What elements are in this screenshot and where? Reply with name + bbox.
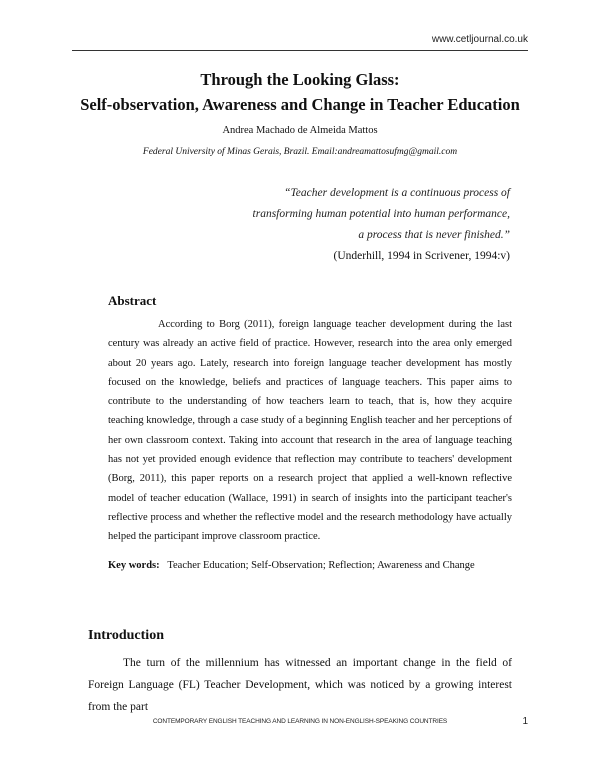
footer-journal-name: CONTEMPORARY ENGLISH TEACHING AND LEARNING IN NON-ENGLISH-SPEAKING COUNTRIES [152, 718, 448, 725]
epigraph-citation: (Underhill, 1994 in Scrivener, 1994:v) [333, 250, 510, 262]
abstract-heading: Abstract [108, 293, 157, 308]
paper-title-line-2: Self-observation, Awareness and Change in Teacher Education [80, 95, 520, 114]
epigraph-line-2: transforming human potential into human performance, [252, 208, 510, 220]
paper-title-line-1: Through the Looking Glass: [200, 70, 400, 89]
epigraph-line-3: a process that is never finished.” [358, 229, 510, 241]
epigraph-line-1: “Teacher development is a continuous process of [284, 187, 510, 199]
introduction-heading: Introduction [88, 628, 164, 643]
keywords-label: Key words: [108, 560, 160, 571]
page-number: 1 [522, 716, 528, 727]
journal-url[interactable]: www.cetljournal.co.uk [431, 34, 528, 45]
author-affiliation: Federal University of Minas Gerais, Brazil. Email:andreamattosufmg@gmail.com [142, 147, 458, 157]
keywords [108, 560, 528, 571]
header-rule [72, 50, 528, 51]
author-name: Andrea Machado de Almeida Mattos [222, 125, 378, 136]
keywords-list: Teacher Education; Self-Observation; Reflection; Awareness and Change [167, 560, 475, 571]
abstract-body: According to Borg (2011), foreign language teacher development during the last century was already an active field of practice. However, research into the area only emerged about 20 years ago. Lately, research into foreign language teacher development has mostly focused on the knowledge, beliefs and practices of language teachers. This paper aims to contribute to the understanding of how teachers learn to teach, that is, how they acquire teaching knowledge, through a case study of a beginning English teacher and her perceptions of her own classroom context. Taking into account that research in the area of language teaching has not yet provided enough evidence that reflection may contribute to teachers' development (Borg, 2011), this paper reports on a research project that applied a well-known reflective model of teacher education (Wallace, 1991) in search of insights into the participant teacher's reflective process and whether the reflective model and the research methodology have actually helped the participant improve classroom practice. [108, 319, 512, 543]
introduction-body: The turn of the millennium has witnessed an important change in the field of Foreign Language (FL) Teacher Development, which was noticed by a growing interest from the part [88, 657, 512, 713]
